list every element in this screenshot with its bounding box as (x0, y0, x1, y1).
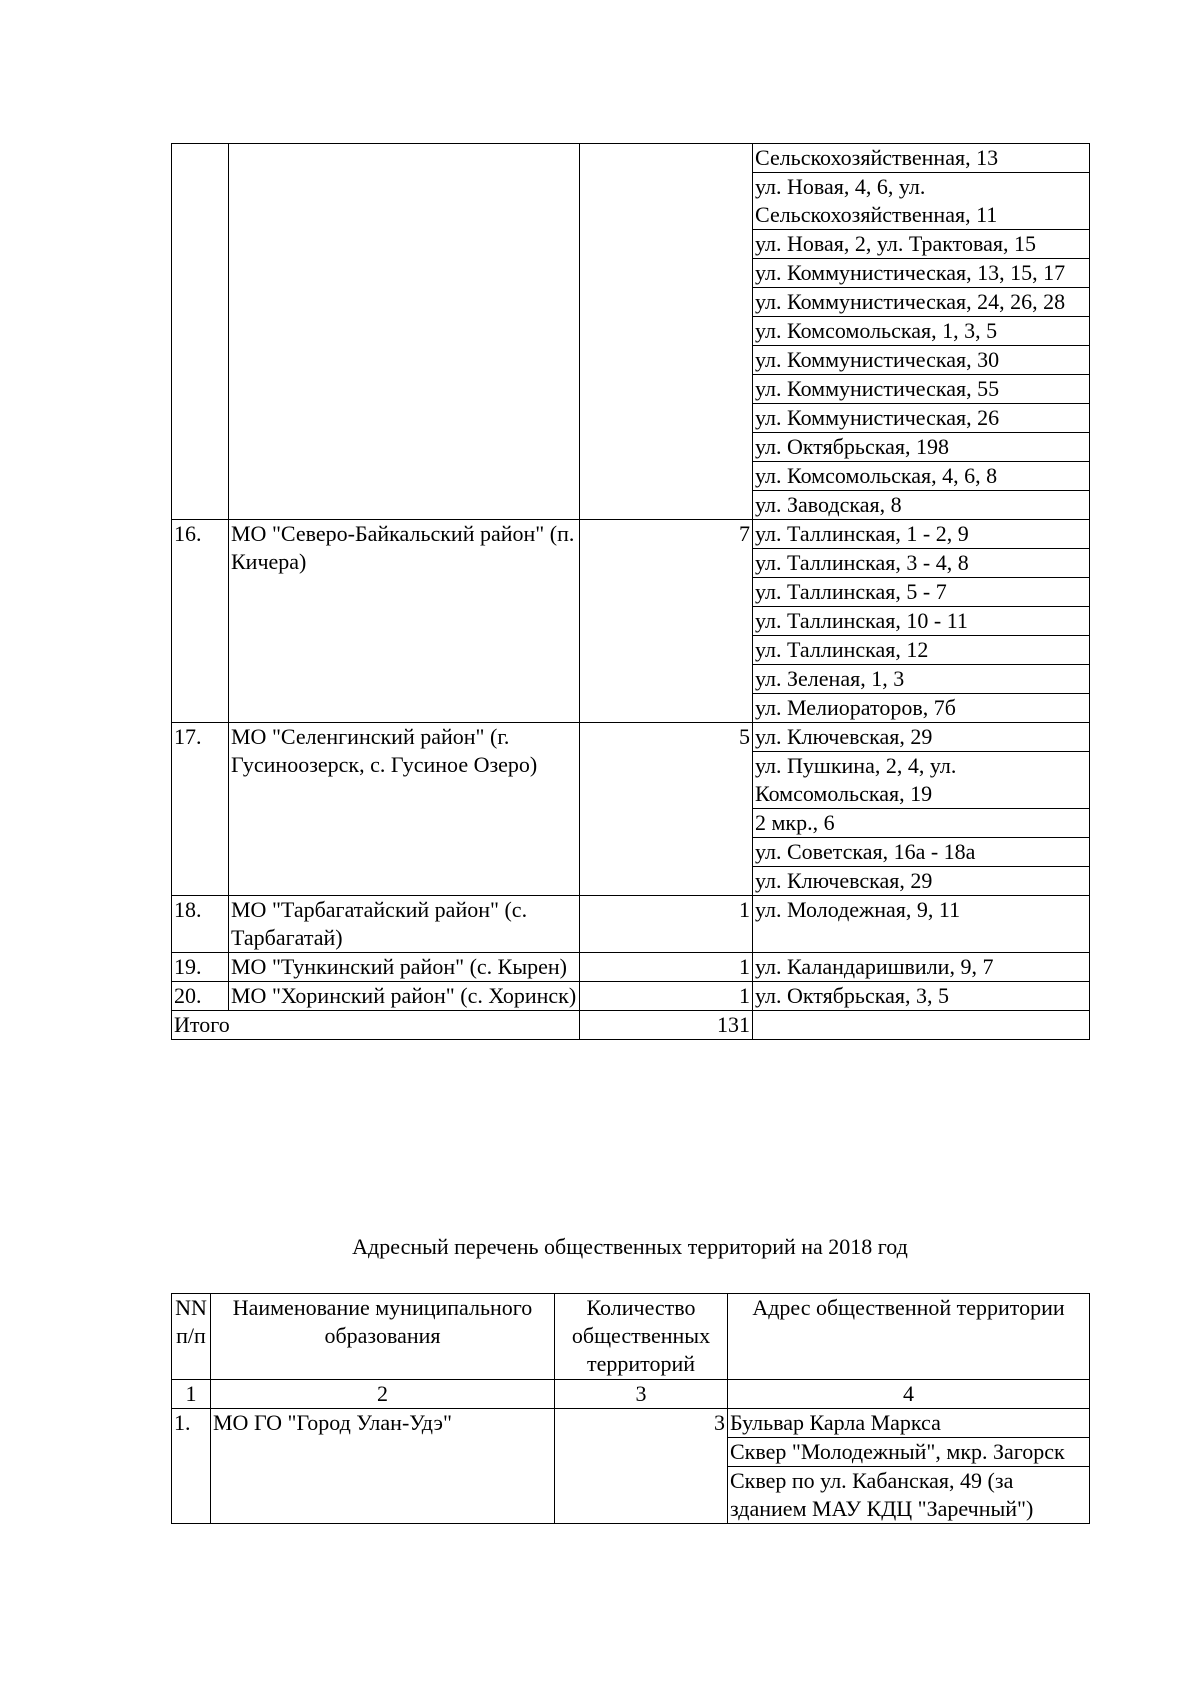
territory-address: ул. Коммунистическая, 13, 15, 17 (753, 259, 1090, 288)
column-number-row (172, 1380, 1090, 1409)
territory-address: ул. Октябрьская, 198 (753, 433, 1090, 462)
municipality-name (229, 144, 580, 520)
territory-address: ул. Зеленая, 1, 3 (753, 665, 1090, 694)
municipality-name: МО "Селенгинский район" (г. Гусиноозерск, с. Гусиное Озеро) (229, 723, 580, 896)
municipality-name: МО ГО "Город Улан-Удэ" (211, 1409, 555, 1524)
territory-address: ул. Таллинская, 12 (753, 636, 1090, 665)
territory-count: 1 (580, 896, 753, 953)
territory-count: 7 (580, 520, 753, 723)
territory-address: Сквер "Молодежный", мкр. Загорск (728, 1438, 1090, 1467)
territory-address: ул. Таллинская, 1 - 2, 9 (753, 520, 1090, 549)
territory-count: 1 (580, 982, 753, 1011)
header-count: Количество общественных территорий (555, 1294, 728, 1380)
territory-address: ул. Таллинская, 3 - 4, 8 (753, 549, 1090, 578)
territory-address: ул. Коммунистическая, 30 (753, 346, 1090, 375)
territory-address: ул. Заводская, 8 (753, 491, 1090, 520)
row-number: 16. (172, 520, 229, 723)
territory-address: Сельскохозяйственная, 13 (753, 144, 1090, 173)
territory-address: ул. Коммунистическая, 55 (753, 375, 1090, 404)
row-number: 1. (172, 1409, 211, 1524)
header-name: Наименование муниципального образования (211, 1294, 555, 1380)
table-row (172, 982, 1090, 1011)
territory-address: ул. Каландаришвили, 9, 7 (753, 953, 1090, 982)
territory-address: 2 мкр., 6 (753, 809, 1090, 838)
territory-count: 1 (580, 953, 753, 982)
header-address: Адрес общественной территории (728, 1294, 1090, 1380)
table-row (172, 1409, 1090, 1438)
header-num: NN п/п (172, 1294, 211, 1380)
header-row (172, 1294, 1090, 1380)
table-row (172, 144, 1090, 173)
total-label: Итого (172, 1011, 580, 1040)
row-number (172, 144, 229, 520)
territory-address: ул. Советская, 16а - 18а (753, 838, 1090, 867)
total-empty-cell (753, 1011, 1090, 1040)
territory-address: ул. Молодежная, 9, 11 (753, 896, 1090, 953)
public-territories-table (171, 1293, 1090, 1524)
table-row (172, 953, 1090, 982)
territory-count (580, 144, 753, 520)
territory-address: ул. Новая, 4, 6, ул. Сельскохозяйственная, 11 (753, 173, 1090, 230)
row-number: 19. (172, 953, 229, 982)
row-number: 18. (172, 896, 229, 953)
territory-address: ул. Пушкина, 2, 4, ул. Комсомольская, 19 (753, 752, 1090, 809)
territory-address: ул. Новая, 2, ул. Трактовая, 15 (753, 230, 1090, 259)
table-row (172, 896, 1090, 953)
row-number: 17. (172, 723, 229, 896)
table-row (172, 520, 1090, 549)
territory-address: ул. Коммунистическая, 26 (753, 404, 1090, 433)
col-number: 3 (555, 1380, 728, 1409)
col-number: 4 (728, 1380, 1090, 1409)
total-value: 131 (580, 1011, 753, 1040)
territory-address: Сквер по ул. Кабанская, 49 (за зданием МАУ КДЦ "Заречный") (728, 1467, 1090, 1524)
territory-address: ул. Октябрьская, 3, 5 (753, 982, 1090, 1011)
municipality-name: МО "Тункинский район" (с. Кырен) (229, 953, 580, 982)
territory-address: ул. Мелиораторов, 7б (753, 694, 1090, 723)
territory-address: ул. Таллинская, 10 - 11 (753, 607, 1090, 636)
territory-address: ул. Таллинская, 5 - 7 (753, 578, 1090, 607)
territory-count: 3 (555, 1409, 728, 1524)
total-row (172, 1011, 1090, 1040)
section-subtitle: Адресный перечень общественных территорий на 2018 год (352, 1234, 908, 1259)
municipality-name: МО "Северо-Байкальский район" (п. Кичера) (229, 520, 580, 723)
municipality-name: МО "Тарбагатайский район" (с. Тарбагатай) (229, 896, 580, 953)
territory-address: Бульвар Карла Маркса (728, 1409, 1090, 1438)
territory-address: ул. Коммунистическая, 24, 26, 28 (753, 288, 1090, 317)
col-number: 1 (172, 1380, 211, 1409)
col-number: 2 (211, 1380, 555, 1409)
territory-address: ул. Комсомольская, 1, 3, 5 (753, 317, 1090, 346)
territory-address: ул. Ключевская, 29 (753, 867, 1090, 896)
territories-table-continued (171, 143, 1090, 1040)
territory-address: ул. Комсомольская, 4, 6, 8 (753, 462, 1090, 491)
municipality-name: МО "Хоринский район" (с. Хоринск) (229, 982, 580, 1011)
territory-address: ул. Ключевская, 29 (753, 723, 1090, 752)
row-number: 20. (172, 982, 229, 1011)
territory-count: 5 (580, 723, 753, 896)
table-row (172, 723, 1090, 752)
